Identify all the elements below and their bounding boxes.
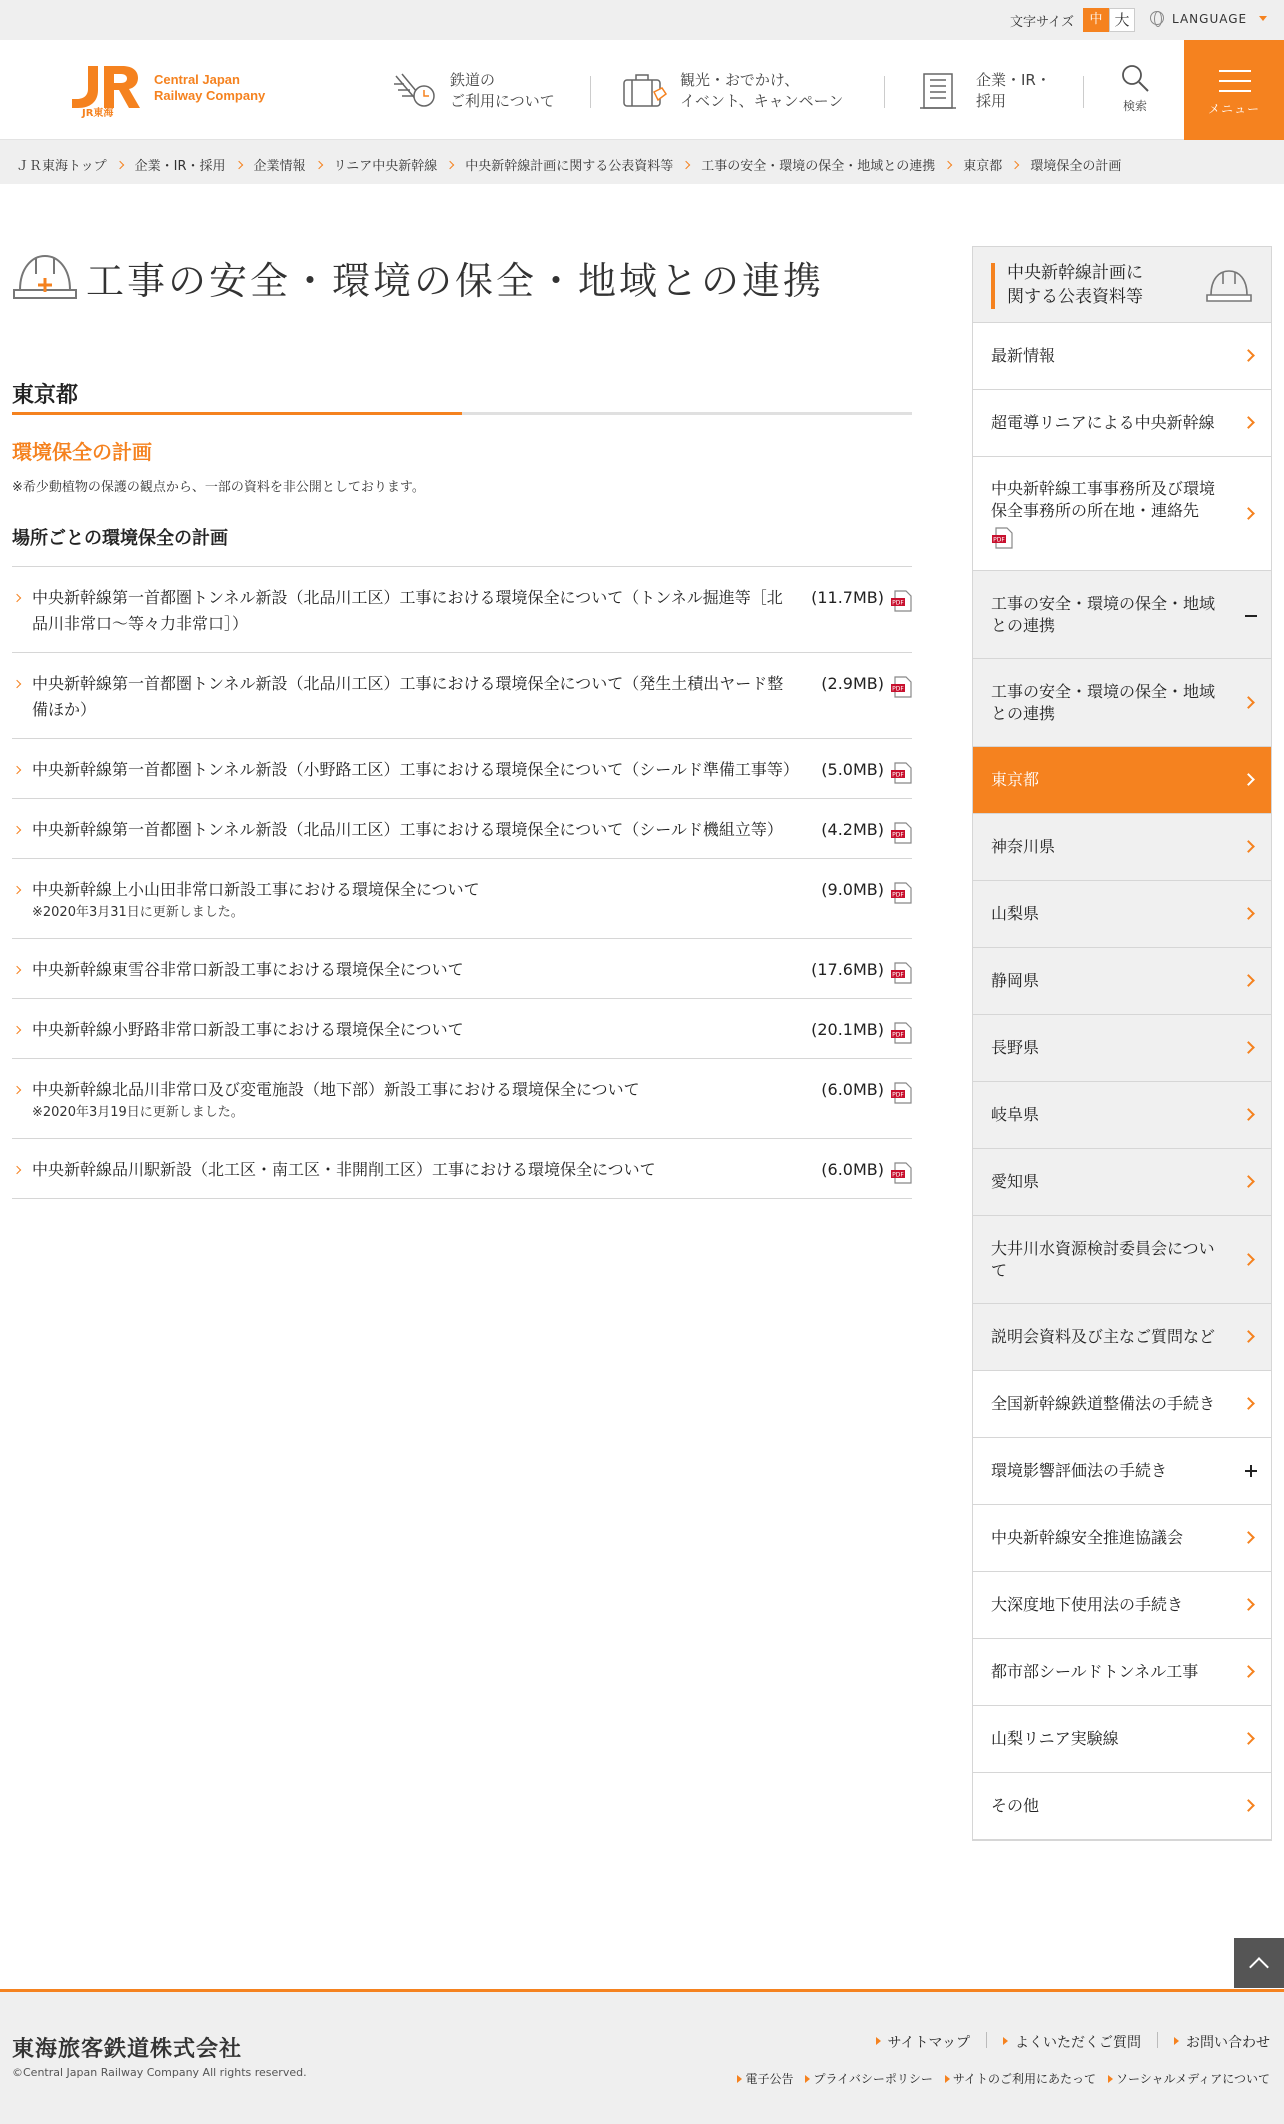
nav-railway-usage[interactable]	[392, 66, 572, 116]
pdf-icon	[890, 961, 912, 985]
menu-button[interactable]	[1184, 40, 1284, 140]
footer-link-faq[interactable]: よくいただくご質問	[1003, 2032, 1141, 2052]
building-icon	[918, 70, 964, 110]
train-icon	[392, 70, 438, 110]
sidebar-item[interactable]	[973, 1015, 1271, 1082]
section-divider	[12, 412, 912, 415]
pdf-icon	[890, 675, 912, 699]
chevron-right-icon	[13, 886, 21, 894]
chevron-right-icon	[13, 594, 21, 602]
document-link[interactable]	[12, 1139, 912, 1199]
pdf-icon	[890, 1161, 912, 1185]
file-size: (2.9MB)	[821, 674, 884, 693]
chevron-right-icon	[682, 160, 690, 168]
document-link[interactable]	[12, 739, 912, 799]
footer-divider	[1157, 2032, 1158, 2048]
sidebar-item[interactable]	[973, 1371, 1271, 1438]
chevron-right-icon	[1242, 1598, 1255, 1611]
pdf-icon	[890, 881, 912, 905]
breadcrumb-current: 環境保全の計画	[1002, 155, 1121, 174]
file-size: (5.0MB)	[821, 760, 884, 779]
file-size: (11.7MB)	[811, 588, 884, 607]
section-heading: 東京都	[12, 383, 79, 408]
chevron-right-icon	[1242, 1799, 1255, 1812]
sidebar-item[interactable]	[973, 323, 1271, 390]
svg-text:PDF: PDF	[892, 891, 904, 899]
breadcrumb-item[interactable]: 工事の安全・環境の保全・地域との連携	[673, 155, 935, 174]
footer-link-privacy[interactable]: プライバシーポリシー	[805, 2070, 932, 2087]
footer-link-social-media[interactable]: ソーシャルメディアについて	[1108, 2070, 1270, 2087]
chevron-right-icon	[234, 160, 242, 168]
chevron-right-icon	[1011, 160, 1019, 168]
chevron-right-icon	[13, 680, 21, 688]
site-footer	[0, 1989, 1284, 2124]
file-size: (6.0MB)	[821, 1160, 884, 1179]
svg-text:PDF: PDF	[892, 599, 904, 607]
back-to-top-button[interactable]	[1234, 1938, 1284, 1988]
sidebar-heading-text: 中央新幹線計画に 関する公表資料等	[1007, 263, 1143, 307]
document-link[interactable]	[12, 859, 912, 939]
collapse-icon	[1245, 615, 1257, 617]
font-size-medium-button[interactable]: 中	[1083, 8, 1109, 32]
logo-wordmark: Central Japan Railway Company	[154, 72, 266, 103]
document-title: 中央新幹線品川駅新設（北工区・南工区・非開削工区）工事における環境保全について	[32, 1160, 656, 1179]
sidebar-item-label: 岐阜県	[991, 1105, 1040, 1124]
chevron-right-icon	[1242, 1665, 1255, 1678]
document-title: 中央新幹線上小山田非常口新設工事における環境保全について	[32, 880, 480, 899]
footer-link-sitemap[interactable]: サイトマップ	[876, 2032, 970, 2052]
sidebar-item-label: 大深度地下使用法の手続き	[991, 1595, 1184, 1614]
search-button[interactable]	[1118, 62, 1152, 114]
sidebar-item-label: その他	[991, 1796, 1040, 1815]
document-title: 中央新幹線小野路非常口新設工事における環境保全について	[32, 1020, 464, 1039]
sidebar-item-label: 中央新幹線工事事務所及び環境保全事務所の所在地・連絡先	[991, 478, 1216, 520]
nav-divider	[1083, 76, 1084, 108]
notice-text: ※希少動植物の保護の観点から、一部の資料を非公開としております。	[12, 480, 425, 495]
sidebar-item-label: 都市部シールドトンネル工事	[991, 1662, 1199, 1681]
sidebar-item-label: 東京都	[991, 770, 1040, 789]
breadcrumb-item[interactable]: 企業情報	[226, 155, 306, 174]
globe-icon	[1150, 11, 1164, 25]
document-title: 中央新幹線北品川非常口及び変電施設（地下部）新設工事における環境保全について	[32, 1080, 640, 1099]
chevron-right-icon	[314, 160, 322, 168]
sidebar-item-label: 超電導リニアによる中央新幹線	[991, 413, 1215, 432]
sidebar-item[interactable]	[973, 1304, 1271, 1371]
footer-secondary-links	[725, 2070, 1270, 2087]
footer-link-public-notice[interactable]: 電子公告	[737, 2070, 793, 2087]
nav-divider	[884, 76, 885, 108]
nav-railway-usage-line2: ご利用について	[450, 92, 555, 110]
sidebar-item[interactable]	[973, 1639, 1271, 1706]
file-size: (17.6MB)	[811, 960, 884, 979]
nav-sightseeing[interactable]	[622, 66, 872, 116]
sidebar-item[interactable]	[973, 571, 1271, 659]
document-title: 中央新幹線第一首都圏トンネル新設（小野路工区）工事における環境保全について（シールド準備工事等）	[32, 760, 799, 779]
chevron-right-icon	[13, 766, 21, 774]
hamburger-icon	[1219, 70, 1251, 100]
nav-corporate-line1: 企業・IR・	[976, 71, 1051, 89]
document-link[interactable]	[12, 567, 912, 653]
pdf-icon	[890, 1021, 912, 1045]
sidebar-item-label: 環境影響評価法の手続き	[991, 1461, 1168, 1480]
svg-text:PDF: PDF	[892, 971, 904, 979]
breadcrumb-item[interactable]: リニア中央新幹線	[306, 155, 438, 174]
update-note: ※2020年3月31日に更新しました。	[32, 905, 244, 920]
sidebar-item[interactable]	[973, 1706, 1271, 1773]
chevron-right-icon	[1242, 840, 1255, 853]
font-size-label: 文字サイズ	[1010, 15, 1074, 30]
breadcrumb	[0, 140, 1284, 184]
svg-text:PDF: PDF	[892, 771, 904, 779]
language-label: LANGUAGE	[1172, 12, 1248, 26]
nav-railway-usage-line1: 鉄道の	[450, 71, 496, 89]
chevron-right-icon	[446, 160, 454, 168]
chevron-right-icon	[1242, 907, 1255, 920]
font-size-large-button[interactable]: 大	[1109, 8, 1135, 32]
chevron-right-icon	[1242, 1531, 1255, 1544]
sidebar-item[interactable]	[973, 1082, 1271, 1149]
sidebar-item[interactable]	[973, 881, 1271, 948]
sidebar-item[interactable]	[973, 390, 1271, 457]
chevron-right-icon	[1242, 1175, 1255, 1188]
file-size: (4.2MB)	[821, 820, 884, 839]
document-link[interactable]	[12, 799, 912, 859]
sidebar-item-label: 静岡県	[991, 971, 1040, 990]
chevron-right-icon	[1242, 1253, 1255, 1266]
nav-corporate-line2: 採用	[976, 92, 1007, 110]
chevron-right-icon	[1242, 696, 1255, 709]
document-list	[12, 566, 912, 1199]
chevron-right-icon	[1242, 416, 1255, 429]
pdf-icon	[890, 589, 912, 613]
language-selector[interactable]	[1150, 11, 1267, 26]
footer-company-name: 東海旅客鉄道株式会社	[12, 2037, 243, 2062]
caret-down-icon	[1259, 16, 1267, 21]
pdf-icon	[890, 1081, 912, 1105]
page-heading: 工事の安全・環境の保全・地域との連携	[86, 259, 825, 303]
hard-hat-icon	[1205, 265, 1253, 305]
sidebar-item[interactable]	[973, 659, 1271, 747]
jr-central-logo[interactable]	[70, 62, 280, 118]
chevron-right-icon	[13, 826, 21, 834]
footer-link-terms[interactable]: サイトのご利用にあたって	[945, 2070, 1096, 2087]
footer-primary-links	[860, 2032, 1270, 2052]
heading-accent-bar	[991, 263, 995, 309]
chevron-right-icon	[1242, 1397, 1255, 1410]
chevron-up-icon	[1249, 1957, 1269, 1977]
menu-label: メニュー	[1207, 102, 1260, 116]
sidebar-item[interactable]	[973, 948, 1271, 1015]
chevron-right-icon	[13, 1166, 21, 1174]
chevron-right-icon	[1242, 1108, 1255, 1121]
chevron-right-icon	[13, 1086, 21, 1094]
chevron-right-icon	[115, 160, 123, 168]
svg-text:PDF: PDF	[892, 1091, 904, 1099]
suitcase-icon	[622, 70, 668, 110]
sidebar-heading[interactable]	[973, 247, 1271, 323]
sidebar-item[interactable]	[973, 1572, 1271, 1639]
update-note: ※2020年3月19日に更新しました。	[32, 1105, 244, 1120]
sidebar-item-label: 神奈川県	[991, 837, 1056, 856]
list-heading: 場所ごとの環境保全の計画	[12, 528, 228, 549]
sidebar-item-label: 大井川水資源検討委員会について	[991, 1238, 1215, 1280]
svg-text:PDF: PDF	[892, 1031, 904, 1039]
sidebar-item-label: 最新情報	[991, 346, 1056, 365]
chevron-right-icon	[1242, 349, 1255, 362]
sidebar-item-label: 説明会資料及び主なご質問など	[991, 1327, 1216, 1346]
chevron-right-icon	[1242, 1732, 1255, 1745]
document-link[interactable]	[12, 1059, 912, 1139]
file-size: (20.1MB)	[811, 1020, 884, 1039]
sidebar-item-label: 工事の安全・環境の保全・地域との連携	[991, 681, 1216, 723]
sidebar-item-label: 山梨県	[991, 904, 1040, 923]
sidebar-item-label: 長野県	[991, 1038, 1040, 1057]
file-size: (9.0MB)	[821, 880, 884, 899]
document-title: 中央新幹線東雪谷非常口新設工事における環境保全について	[32, 960, 464, 979]
expand-icon	[1245, 1470, 1257, 1472]
sidebar-item[interactable]	[973, 814, 1271, 881]
breadcrumb-item[interactable]: 企業・IR・採用	[107, 155, 226, 174]
chevron-right-icon	[1242, 974, 1255, 987]
svg-text:PDF: PDF	[892, 1171, 904, 1179]
document-link[interactable]	[12, 939, 912, 999]
sidebar-item[interactable]	[973, 1149, 1271, 1216]
sidebar-item-label: 山梨リニア実験線	[991, 1729, 1119, 1748]
search-label: 検索	[1122, 99, 1147, 113]
nav-corporate[interactable]	[918, 66, 1068, 116]
nav-sightseeing-line2: イベント、キャンペーン	[680, 92, 844, 110]
svg-text:PDF: PDF	[993, 536, 1005, 543]
utility-bar	[0, 0, 1284, 40]
page-title	[12, 246, 912, 306]
footer-link-contact[interactable]: お問い合わせ	[1174, 2032, 1270, 2052]
pdf-icon	[890, 821, 912, 845]
site-header	[0, 40, 1284, 140]
chevron-right-icon	[1242, 773, 1255, 786]
footer-divider	[986, 2032, 987, 2048]
logo-sub: JR東海	[82, 108, 114, 119]
sidebar-item-label: 全国新幹線鉄道整備法の手続き	[991, 1394, 1216, 1413]
document-title: 中央新幹線第一首都圏トンネル新設（北品川工区）工事における環境保全について（発生土積出ヤード整備ほか）	[32, 674, 784, 719]
hard-hat-icon	[12, 250, 78, 304]
document-title: 中央新幹線第一首都圏トンネル新設（北品川工区）工事における環境保全について（シールド機組立等）	[32, 820, 783, 839]
chevron-right-icon	[13, 1026, 21, 1034]
sidebar-item[interactable]	[973, 1505, 1271, 1572]
pdf-icon	[890, 761, 912, 785]
chevron-right-icon	[1242, 507, 1255, 520]
chevron-right-icon	[1242, 1330, 1255, 1343]
svg-text:PDF: PDF	[892, 831, 904, 839]
chevron-right-icon	[13, 966, 21, 974]
sidebar-item[interactable]	[973, 1216, 1271, 1304]
document-title: 中央新幹線第一首都圏トンネル新設（北品川工区）工事における環境保全について（トンネル掘進等［北品川非常口～等々力非常口］）	[32, 588, 783, 633]
breadcrumb-item[interactable]: 東京都	[935, 155, 1002, 174]
sidebar-item[interactable]	[973, 1773, 1271, 1840]
sidebar-nav	[972, 246, 1272, 1841]
svg-text:PDF: PDF	[892, 685, 904, 693]
chevron-right-icon	[944, 160, 952, 168]
document-link[interactable]	[12, 653, 912, 739]
sidebar-item-label: 工事の安全・環境の保全・地域との連携	[991, 593, 1216, 635]
breadcrumb-item[interactable]: 中央新幹線計画に関する公表資料等	[437, 155, 673, 174]
sidebar-item-label: 中央新幹線安全推進協議会	[991, 1528, 1184, 1547]
sidebar-item[interactable]	[973, 1438, 1271, 1505]
chevron-right-icon	[1242, 1041, 1255, 1054]
sidebar-item[interactable]	[973, 457, 1271, 571]
subsection-heading: 環境保全の計画	[12, 440, 152, 464]
copyright: ©Central Japan Railway Company All rights reserved.	[12, 2066, 307, 2079]
file-size: (6.0MB)	[821, 1080, 884, 1099]
search-icon	[1119, 62, 1151, 94]
breadcrumb-item[interactable]: ＪＲ東海トップ	[16, 159, 107, 174]
document-link[interactable]	[12, 999, 912, 1059]
sidebar-item[interactable]	[973, 747, 1271, 814]
nav-divider	[590, 76, 591, 108]
pdf-icon	[991, 526, 1013, 550]
sidebar-item-label: 愛知県	[991, 1172, 1040, 1191]
nav-sightseeing-line1: 観光・おでかけ、	[680, 71, 800, 89]
